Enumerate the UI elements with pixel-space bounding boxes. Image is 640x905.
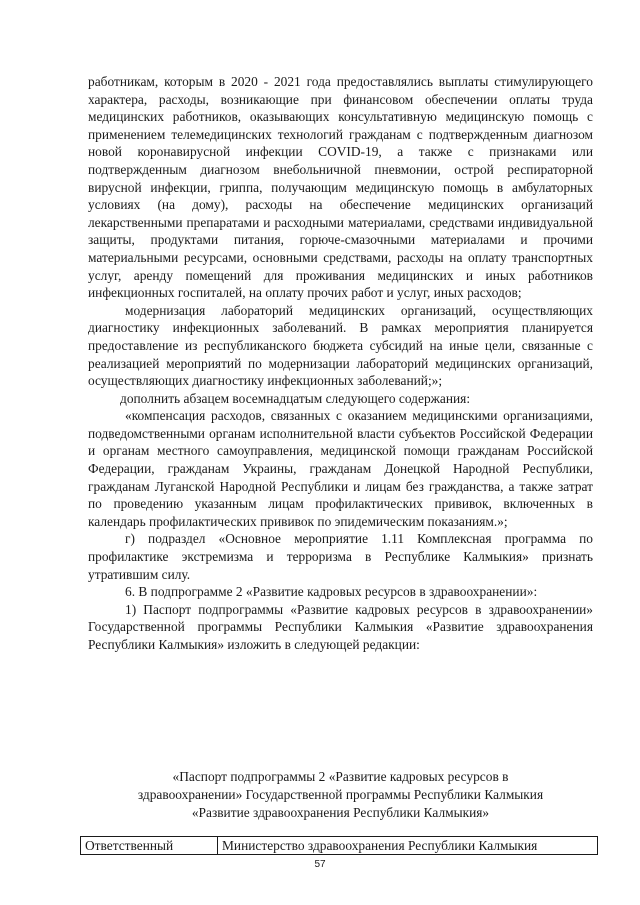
body-text [88,73,593,654]
passport-title [88,768,593,822]
paragraph-item-1: 1) Паспорт подпрограммы «Развитие кадровых ресурсов в здравоохранении» Государственной программы Республики Калмыкия «Развитие здравоохранения Республики Калмыкия» изложить в следующей редакции: [88,601,593,652]
paragraph-continuation: работникам, которым в 2020 - 2021 года предоставлялись выплаты стимулирующего характера, расходы, возникающие при финансовом обеспечении оплаты труда медицинских работников, оказывающих консультативную медицинскую помощь с применением телемедицинских технологий гражданам с подтвержденным диагнозом новой коронавирусной инфекции COVID-19, а также с признаками или подтвержденным диагнозом внебольничной пневмонии, острой респираторной вирусной инфекции, гриппа, получающим медицинскую помощь в амбулаторных условиях (на дому), расходы на обеспечение медицинских организаций лекарственными препаратами и расходными материалами, средствами индивидуальной защиты, продуктами питания, горюче-смазочными материалами и прочими материальными ресурсами, основными средствами, расходы на оплату транспортных услуг, аренду помещений для проживания медицинских и иных работников инфекционных госпиталей, на оплату прочих работ и услуг, иных расходов; [88,74,593,301]
paragraph-add-eighteenth: дополнить абзацем восемнадцатым следующего содержания: [120,390,471,406]
passport-title-line: здравоохранении» Государственной программы Республики Калмыкия [137,787,544,802]
passport-title-line: «Паспорт подпрограммы 2 «Развитие кадровых ресурсов в [172,769,509,784]
paragraph-item-6: 6. В подпрограмме 2 «Развитие кадровых ресурсов в здравоохранении»: [125,584,538,600]
table-cell-value: Министерство здравоохранения Республики Калмыкия [218,837,598,855]
paragraph-lab-modernization: модернизация лабораторий медицинских организаций, осуществляющих диагностику инфекционных заболеваний. В рамках мероприятия планируется предоставление из республиканского бюджета субсидий на иные цели, связанные с реализацией мероприятий по модернизации лабораторий медицинских организаций, осуществляющих диагностику инфекционных заболеваний;»; [88,302,593,389]
paragraph-subsection-g: г) подраздел «Основное мероприятие 1.11 Комплексная программа по профилактике экстремизма и терроризма в Республике Калмыкия» признать утратившим силу. [88,531,593,582]
page-number: 57 [314,859,326,870]
passport-title-line: «Развитие здравоохранения Республики Калмыкия» [191,805,490,820]
table-cell-label: Ответственный [81,837,218,855]
passport-table [80,836,598,855]
paragraph-compensation: «компенсация расходов, связанных с оказанием медицинскими организациями, подведомственными органам исполнительной власти субъектов Российской Федерации и органам местного самоуправления, медицинской помощи гражданам Российской Федерации, гражданам Украины, гражданам Донецкой Народной Республики, гражданам Луганской Народной Республики и лицам без гражданства, а также затрат по проведению указанным лицам профилактических прививок, включенных в календарь профилактических прививок по эпидемическим показаниям.»; [88,408,593,529]
table-row [81,837,598,855]
